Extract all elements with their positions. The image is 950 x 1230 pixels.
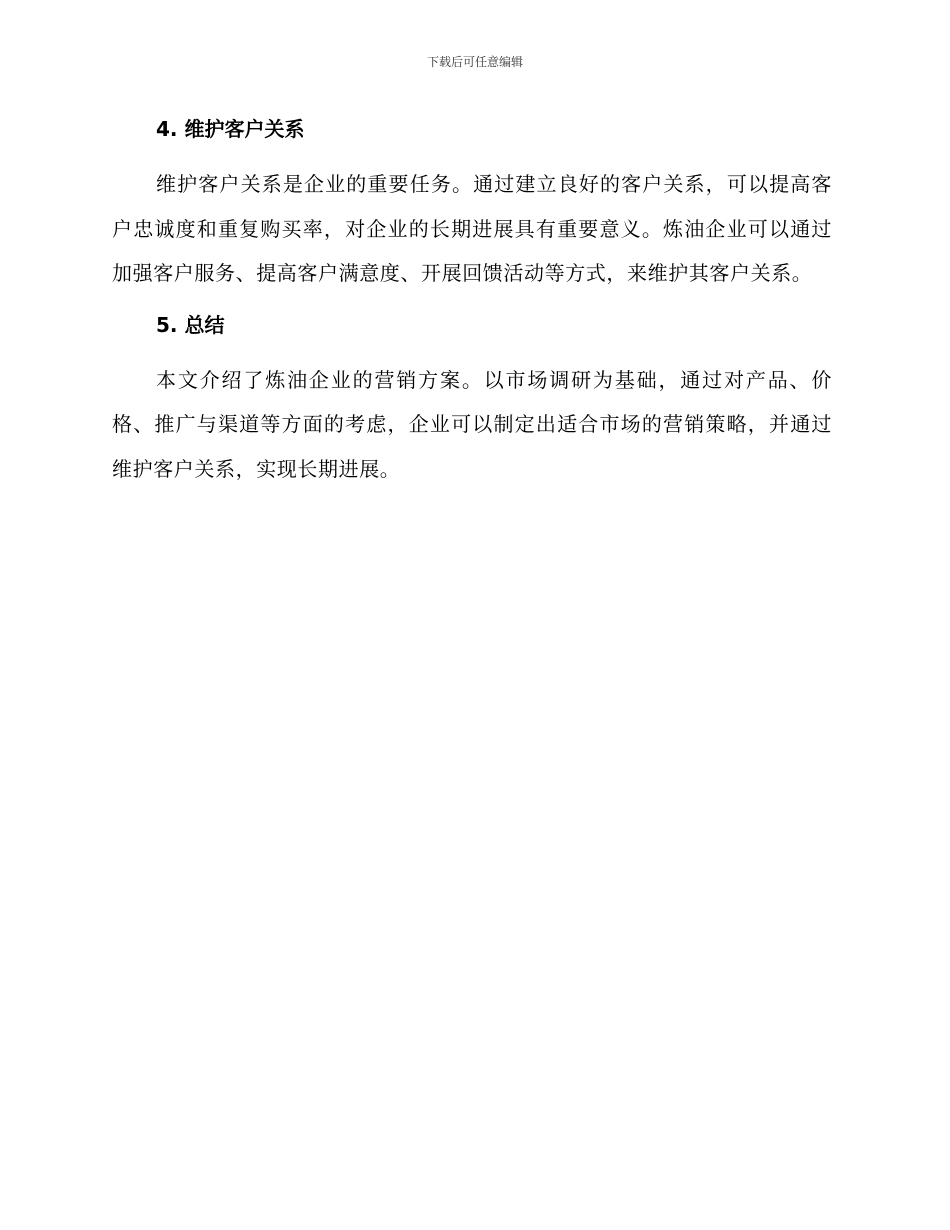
section-paragraph-summary: 本文介绍了炼油企业的营销方案。以市场调研为基础，通过对产品、价格、推广与渠道等方面的考虑，企业可以制定出适合市场的营销策略，并通过维护客户关系，实现长期进展。 — [112, 367, 832, 481]
document-body — [112, 112, 832, 491]
section-heading-maintain-customer-relations: 4. 维护客户关系 — [156, 117, 305, 141]
section-heading-summary: 5. 总结 — [156, 312, 225, 337]
page-header: 下载后可任意编辑 — [426, 55, 523, 69]
section-paragraph-maintain-customer-relations: 维护客户关系是企业的重要任务。通过建立良好的客户关系，可以提高客户忠诚度和重复购买率，对企业的长期进展具有重要意义。炼油企业可以通过加强客户服务、提高客户满意度、开展回馈活动等方式，来维护其客户关系。 — [112, 172, 832, 285]
